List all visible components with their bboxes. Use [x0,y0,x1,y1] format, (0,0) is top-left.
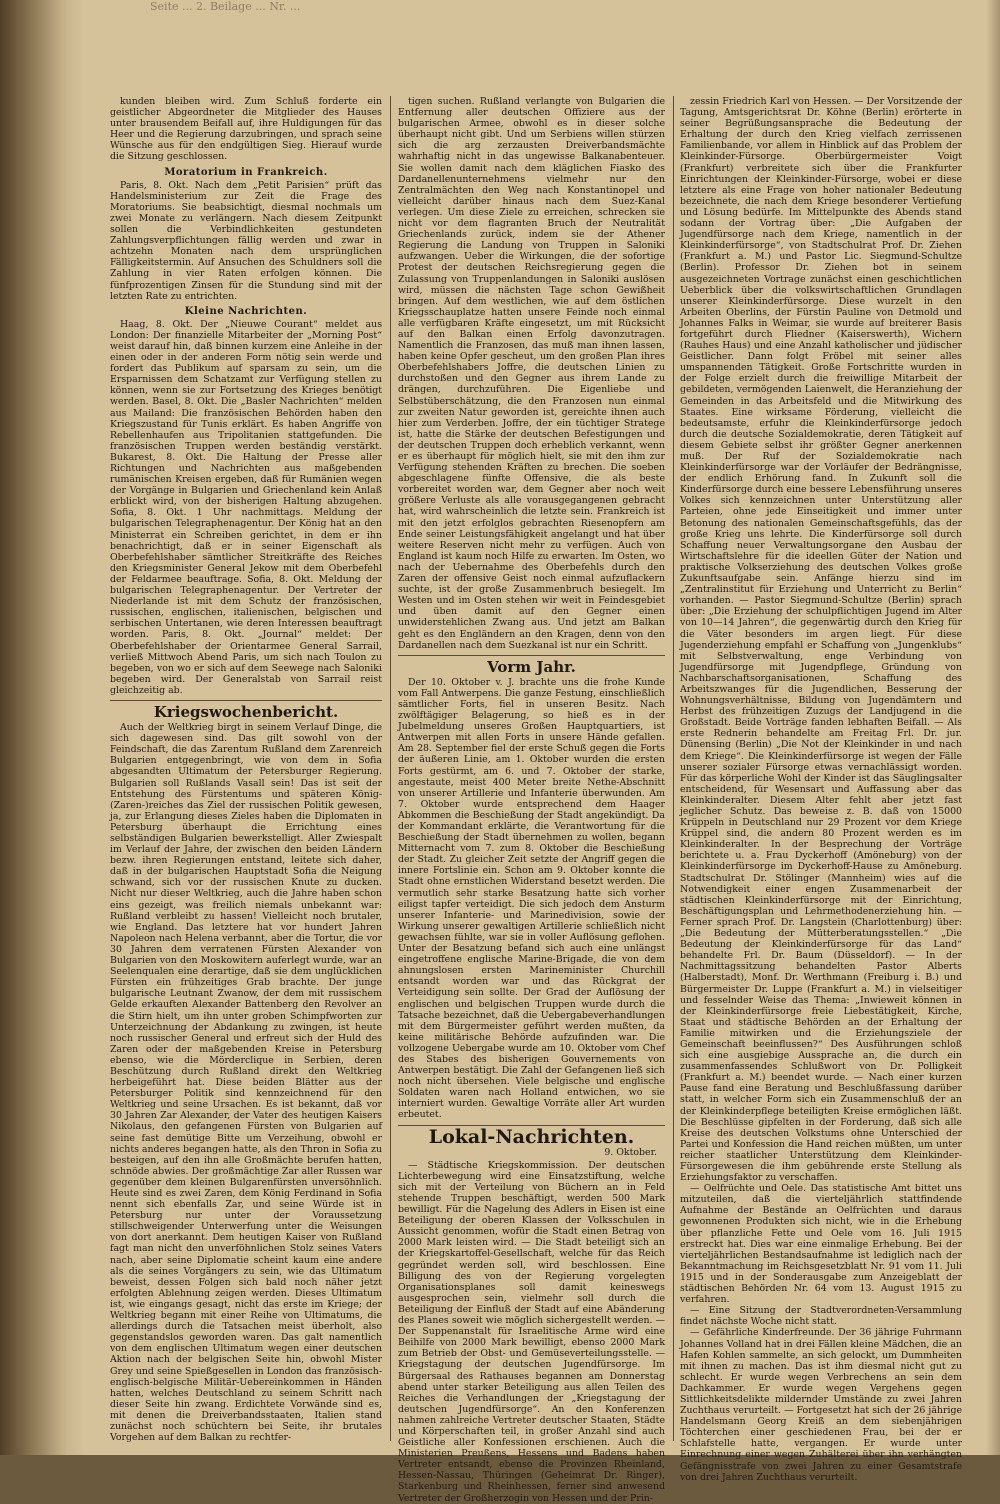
column-1 [110,96,382,1444]
heading-lokal-nachrichten: Lokal-Nachrichten. [428,1125,635,1148]
lokal-date: 9. Oktober. [604,1146,657,1158]
book-spine-shadow [0,0,88,1455]
article-jugendfuersorge-cont: zessin Friedrich Karl von Hessen. — Der Vorsitzende der Tagung, Amtsgerichtsrat Dr. Köhne (Berlin) erörterte in seiner Begrüßungsansprache die Bedeutung der Erhaltung der durch den Krieg vielfach zerrissenen Familienbande, vor allem in Hinblick auf das Problem der Kleinkinder-Fürsorge. Oberbürgermeister Voigt (Frankfurt) verbreitete sich über die Frankfurter Einrichtungen der Kleinkinder-Fürsorge, wobei er diese letztere als eine Frage von hoher nationaler Bedeutung bezeichnete, die nach dem Kriege besonderer Vertiefung und Lösung bedürfe. Im Mittelpunkte des Abends stand sodann der Vortrag über: „Die Aufgaben der Jugendfürsorge nach dem Kriege, namentlich in der Kleinkinderfürsorge“, von Stadtschulrat Prof. Dr. Ziehen (Frankfurt a. M.) und Pastor Lic. Siegmund-Schultze (Berlin). Professor Dr. Ziehen bot in seinem ausgezeichneten Vortrage zunächst einen geschichtlichen Ueberblick über die volkswirtschaftlichen Grundlagen unserer Kleinkinderfürsorge. Diese wurzelt in den Arbeiten Oberlins, der Fürstin Pauline von Detmold und Johannes Falks in Weimar, sie wurde auf breiterer Basis fortgeführt durch Fliedner (Kaiserswerth), Wichern (Rauhes Haus) und eine Anzahl katholischer und jüdischer Geistlicher. Dann folgt Fröbel mit seiner alles umspannenden Tätigkeit. Große Fortschritte wurden in der Folge erzielt durch die freiwillige Mitarbeit der gebildeten, vermögenden Laienwelt, die Heranziehung der Gemeinden in das Arbeitsfeld und die Mitwirkung des Staates. Eine wirksame Förderung, vielleicht die bedeutsamste, erfuhr die Kleinkinderfürsorge jedoch durch die deutsche Sozialdemokratie, deren Tätigkeit auf diesem Gebiete selbst ihr größter Gegner anerkennen muß. Der Ruf der Sozialdemokratie nach Kleinkinderfürsorge war der Vorläufer der Bedrängnisse, der endlich Erhörung fand. In Zukunft soll die Kinderfürsorge durch eine bessere Lebensführung unseres Volkes sich kennzeichnen unter Unterstützung aller Parteien, ohne jede Einseitigkeit und immer unter Betonung des nationalen Gemeinschaftsgefühls, das der große Krieg uns lehrte. Die Kinderfürsorge soll durch Schaffung neuer Verwaltungsorgane den Ausbau der Wirtschaftslehre für die ideellen Güter der Nation und praktische Volkserziehung des deutschen Volkes große Zukunftsaufgabe sein. Anfänge hierzu sind im „Zentralinstitut für Erziehung und Unterricht zu Berlin“ vorhanden. — Pastor Siegmund-Schultze (Berlin) sprach über: „Die Erziehung der schulpflichtigen Jugend im Alter von 10—14 Jahren“, die gegenwärtig durch den Krieg für die Väter besonders im argen liegt. Für diese Jugenderziehung empfahl er Schaffung von „Jungenklubs“ mit Selbstverwaltung, enge Verbindung von Jugendfürsorge mit Jugendpflege, Gründung von Nachbarschaftsorganisationen, Schaffung des Arbeitszwanges für die Jugendlichen, Besserung der Wohnungsverhältnisse, Bildung von Jugendämtern und Herbst des frühzeitigen Zuzugs der Landjugend in die Großstadt. Beide Vorträge fanden lebhaften Beifall. — Als erste Rednerin behandelte am Freitag Frl. Dr. jur. Dünensing (Berlin) „Die Not der Kleinkinder in und nach dem Kriege“. Die Kleinkinderfürsorge ist wegen der Fälle unserer sozialer Fürsorge etwas vernachlässigt worden. Für das körperliche Wohl der Kinder ist das Säuglingsalter entscheidend, für Wesensart und Auffassung aber das Kleinkinderalter. Diesem Alter fehlt aber jetzt fast jeglicher Schutz. Das beweise z. B. daß von 15000 Krüppeln in Deutschland nur 29 Prozent vor dem Kriege Krüppel sind, die andern 80 Prozent werden es im Kleinkinderalter. In der Besprechung der Vorträge berichtete u. a. Frau Dyckerhoff (Amöneburg) von der Kleinkinderfürsorge im Dyckerhoff-Hause zu Amöneburg. Stadtschulrat Dr. Stölinger (Mannheim) wies auf die Notwendigkeit einer engen Zusammenarbeit der städtischen Kleinkinderfürsorge mit der Einrichtung, Beschäftigungsplan und Lehrmethodenerziehung hin. — Ferner sprach Prof. Dr. Langstein (Charlottenburg) über: „Die Bedeutung der Mütterberatungsstellen.“ „Die Bedeutung der Kleinkinderfürsorge für das Land“ behandelte Frl. Dr. Baum (Düsseldorf). — In der Nachmittagssitzung behandelten Pastor Alberts (Halberstadt), Monf. Dr. Werthmann (Freiburg i. B.) und Bürgermeister Dr. Luppe (Frankfurt a. M.) in vielseitiger und fesselnder Weise das Thema: „Inwieweit können in der Kleinkinderfürsorge freie Liebestätigkeit, Kirche, Staat und städtische Behörden an der Erhaltung der Familie mitwirken und die Erziehungsziele der Gemeinschaft beeinflussen?“ Des Ausführungen schloß sich eine ausgiebige Aussprache an, die durch ein zusammenfassendes Schlußwort von Dr. Polligkeit (Frankfurt a. M.) beendet wurde. — Nach einer kurzen Pause fand eine Beratung und Beschlußfassung darüber statt, in welcher Form sich ein Zusammenschluß der an der Kleinkinderpflege beteiligten Kreise ermöglichen läßt. Die Beschlüsse gipfelten in der Forderung, daß sich alle Kreise des deutschen Volkstums ohne Unterschied der Partei und Konfession die Hand reichen müßten, um unter reicher staatlicher Unterstützung dem Kleinkinder-Fürsorgewesen die ihm gebührende erste Stellung als Erziehungsfaktor zu verschaffen. [680,96,962,1184]
page-edge-shadow [986,0,1000,1455]
article-moratorium: Paris, 8. Okt. Nach dem „Petit Parisien“ prüft das Handelsministerium zur Zeit die Frage des Moratoriums. Sie beabsichtigt, diesmal nochmals um zwei Monate zu verlängern. Nach diesem Zeitpunkt sollen die Verbindlichkeiten gestundeten Zahlungsverpflichtungen fällig werden und zwar in achtzehn Monaten nach dem ursprünglichen Fälligkeitstermin. Auf Ansuchen des Schuldners soll die Zahlung in vier Raten erfolgen können. Die fünfprozentigen Zinsen für die Stundung sind mit der letzten Rate zu entrichten. [110,179,382,302]
column-2 [398,96,665,1504]
heading-moratorium: Moratorium in Frankreich. [164,166,328,178]
article-vorm-jahr: Der 10. Oktober v. J. brachte uns die frohe Kunde vom Fall Antwerpens. Die ganze Festung, einschließlich sämtlicher Forts, fiel in unseren Besitz. Nach zwölftägiger Belagerung, so hieß es in der Jubelmeldung unseres Großen Hauptquartiers, ist Antwerpen mit allen Forts in unsere Hände gefallen. Am 28. September fiel der erste Schuß gegen die Forts der äußeren Linie, am 1. Oktober wurden die ersten Forts gestürmt, am 6. und 7. Oktober der starke, angestaute, meist 400 Meter breite Nethe-Abschnitt von unserer Artillerie und Infanterie überwunden. Am 7. Oktober wurde entsprechend dem Haager Abkommen die Beschießung der Stadt angekündigt. Da der Kommandant erklärte, die Verantwortung für die Beschießung der Stadt übernehmen zu wollen, begann Mitternacht vom 7. zum 8. Oktober die Beschießung der Stadt. Zu gleicher Zeit setzte der Angriff gegen die innere Fortslinie ein. Schon am 9. Oktober konnte die Stadt ohne ernstlichen Widerstand besetzt werden. Die vermutlich sehr starke Besatzung hatte sich vorher eiligst tapfer verteidigt. Die sich jedoch dem Ansturm unserer Infanterie- und Marinedivision, sowie der Wirkung unserer gewaltigen Artillerie schließlich nicht gewachsen fühlte, war sie in voller Auflösung geflohen. Unter der Besatzung befand sich auch eine unlängst eingetroffene englische Marine-Brigade, die von dem ahnungslosen ersten Marineminister Churchill entsandt worden war und das Rückgrat der Verteidigung sein sollte. Der Grad der Auflösung der englischen und belgischen Truppen wurde durch die Tatsache bezeichnet, daß die Uebergabeverhandlungen mit dem Bürgermeister geführt werden mußten, da keine militärische Behörde aufzufinden war. Die vollzogene Uebergabe wurde am 10. Oktober vom Chef des Stabes des bisherigen Gouvernements von Antwerpen bestätigt. Die Zahl der Gefangenen ließ sich noch nicht übersehen. Viele belgische und englische Soldaten waren nach Holland entwichen, wo sie interniert wurden. Gewaltige Vorräte aller Art wurden erbeutet. [398,676,665,1121]
heading-kriegswochenbericht: Kriegswochenbericht. [153,702,339,721]
article-kleine-nachrichten: Haag, 8. Okt. Der „Nieuwe Courant“ meldet aus London: Der finanzielle Mitarbeiter der „Morning Post“ weist darauf hin, daß binnen kurzem eine Anleihe in der einen oder in der anderen Form nötig sein werde und fordert das Publikum auf sparsam zu sein, um die Ersparnissen dem Schatzamt zur Verfügung stellen zu können, wenn sie zur Fortsetzung des Krieges benötigt werden. Basel, 8. Okt. Die „Basler Nachrichten“ melden aus Mailand: Die französischen Behörden haben den Kriegszustand für Tunis erklärt. Es haben Angriffe von Rebellenhaufen aus Tripolitanien stattgefunden. Die französischen Truppen werden beständig verstärkt. Bukarest, 8. Okt. Die Haltung der Presse aller Richtungen und Nachrichten aus maßgebenden rumänischen Kreisen ergeben, daß für Rumänien wegen der Vorgänge in Bulgarien und Griechenland kein Anlaß erblickt wird, von der bisherigen Haltung abzugehen. Sofia, 8. Okt. 1 Uhr nachmittags. Meldung der bulgarischen Telegraphenagentur. Der König hat an den Ministerrat ein Schreiben gerichtet, in dem er ihn benachrichtigt, daß er in seiner Eigenschaft als Oberbefehlshaber sämtlicher Streitkräfte des Reiches den Kriegsminister General Jekow mit dem Oberbefehl der Feldarmee beauftrage. Sofia, 8. Okt. Meldung der bulgarischen Telegraphenagentur. Der Vertreter der Niederlande ist mit dem Schutz der französischen, russischen, englischen, italienischen, belgischen und serbischen Untertanen, wie deren Interessen beauftragt worden. Paris, 8. Okt. „Journal“ meldet: Der Oberbefehlshaber der Orientarmee General Sarrail, verließ Mittwoch Abend Paris, um sich nach Toulon zu begeben, von wo er sich auf dem Seewege nach Saloniki begeben wird. Der Generalstab von Sarrail reist gleichzeitig ab. [110,318,382,696]
article-oelfruechte: — Oelfrüchte und Oele. Das statistische Amt bittet uns mitzuteilen, daß die vierteljährlich stattfindende Aufnahme der Bestände an Oelfrüchten und daraus gewonnenen Produkten sich nicht, wie in die Erhebung über pflanzliche Fette und Oele vom 16. Juli 1915 erstreckt hat. Dies war eine einmalige Erhebung. Bei der vierteljährlichen Bestandsaufnahme ist lediglich nach der Bekanntmachung im Reichsgesetzblatt Nr. 91 vom 11. Juli 1915 und in der Sonderausgabe zum Anzeigeblatt der städtischen Behörden Nr. 64 vom 13. August 1915 zu verfahren. [680,1183,962,1306]
article-kinderfreunde: — Gefährliche Kinderfreunde. Der 36 jährige Fuhrmann Johannes Volland hat in drei Fällen kleine Mädchen, die an Hafen Kohlen sammelte, an sich gelockt, um Dummheiten mit ihnen zu machen. Das ist ihm diesmal nicht gut zu schlecht. Er wurde wegen Verbrechens an sein dem Dachkammer. Er wurde wegen Vergehens gegen Sittlichkeitsdelikte mildernder Umstände zu zwei Jahren Zuchthaus verurteilt. — Fortgesetzt hat sich der 26 jährige Handelsmann Georg Kreiß an dem siebenjährigen Töchterchen einer geschiedenen Frau, bei der er Schlafstelle hatte, vergangen. Er wurde unter Einrechnung einer wegen Zuhälterei über ihn verhängten Gefängnisstrafe von zwei Jahren zu einer Gesamtstrafe von drei Jahren Zuchthaus verurteilt. [680,1327,962,1483]
column-divider [390,96,391,1441]
article-lokal-nachrichten: — Städtische Kriegskommission. Der deutschen Lichterbewegung wird eine Einsatzstiftung, welche sich mit der Verteilung von Büchern an in Feld stehende Truppen beschäftigt, werden 500 Mark bewilligt. Für die Nagelung des Adlers in Eisen ist eine Beteiligung der oberen Klassen der Volksschulen in Aussicht genommen, wofür die Stadt einen Betrag von 2000 Mark leisten wird. — Die Stadt beteiligt sich an der Kriegskartoffel-Gesellschaft, welche für das Reich gegründet werden soll, wird beschlossen. Eine Billigung des von der Regierung vorgelegten Organisationsplanes soll damit keineswegs ausgesprochen sein, vielmehr soll durch die Beteiligung der Einfluß der Stadt auf eine Abänderung des Planes soweit wie möglich sichergestellt werden. — Der Suppenanstalt für Israelitische Arme wird eine Beihilfe von 2000 Mark bewilligt, ebenso 2000 Mark zum Betrieb der Obst- und Gemüseverteilungsstelle. — Kriegstagung der deutschen Jugendfürsorge. Im Bürgersaal des Rathauses begannen am Donnerstag abend unter starker Beteiligung aus allen Teilen des Reiches die Verhandlungen der „Kriegstagung der deutschen Jugendfürsorge“. An den Konferenzen nahmen zahlreiche Vertreter deutscher Staaten, Städte und Körperschaften teil, in großer Anzahl sind auch Geistliche aller Konfessionen erschienen. Auch die Ministerien Preußens, Hessens und Badens haben Vertreter entsandt, ebenso die Provinzen Rheinland, Hessen-Nassau, Thüringen (Geheimrat Dr. Ringer), Starkenburg und Rheinhessen, ferner sind anwesend Vertreter der Großherzogin von Hessen und der Prin- [398,1159,665,1504]
section-rule [110,700,382,701]
article-continuation: kunden bleiben wird. Zum Schluß forderte ein geistlicher Abgeordneter die Mitglieder des Hauses unter brausendem Beifall auf, ihre Huldigungen für das Heer und die Regierung darzubringen, und sprach seine Wünsche aus für den endgültigen Sieg. Hierauf wurde die Sitzung geschlossen. [110,96,382,163]
heading-kleine-nachrichten: Kleine Nachrichten. [184,305,308,317]
bleed-through-header: Seite ... 2. Beilage ... Nr. ... [150,0,301,13]
column-divider [673,96,674,1441]
heading-vorm-jahr: Vorm Jahr. [487,657,576,676]
column-3 [680,96,962,1483]
article-kriegswochenbericht-cont: tigen suchen. Rußland verlangte von Bulgarien die Entfernung aller deutschen Offiziere aus der bulgarischen Armee, obwohl es in dieser solche überhaupt nicht gibt. Und um Serbiens willen stürzen sich die arg zerzausten Dreiverbandsmächte wahrhaftig nicht in das ungewisse Balkanabenteuer. Sie wollen damit nach dem kläglichen Fiasko des Dardanellenunternehmens vielmehr nur den Zentralmächten den Weg nach Konstantinopel und vielleicht darüber hinaus nach dem Suez-Kanal verlegen. Um diese Ziele zu erreichen, schrecken sie nicht vor dem flagranten Bruch der Neutralität Griechenlands zurück, indem sie der Athener Regierung die Landung von Truppen in Saloniki aufzwangen. Ueber die Wirkungen, die der sofortige Protest der deutschen Reichsregierung gegen die Zulassung von Truppenlandungen in Saloniki auslösen wird, müssen die nächsten Tage schon Gewißheit bringen. Auf dem westlichen, wie auf dem östlichen Kriegsschauplatze hatten unsere Feinde noch einmal alle verfügbaren Kräfte eingesetzt, um mit Rücksicht auf den Balkan einen Erfolg davonzutragen. Namentlich die Franzosen, das muß man ihnen lassen, haben keine Opfer gescheut, um den großen Plan ihres Oberbefehlshabers Joffre, die deutschen Linien zu durchstoßen und den Gegner aus ihrem Lande zu drängen, durchzuführen. Die Eigenliebe und Selbstüberschätzung, die den Franzosen nun einmal zur zweiten Natur geworden ist, gereichte ihnen auch hier zum Verderben. Joffre, der ein tüchtiger Stratege ist, hatte die Stärke der deutschen Befestigungen und der deutschen Truppen doch erheblich verkannt, wenn er es überhaupt für möglich hielt, sie mit den ihm zur Verfügung stehenden Kräften zu brechen. Die soeben abgeschlagene fünfte Offensive, die als beste vorbereitet worden war, dem Gegner aber noch weit größere Verluste als alle vorausgegangenen gebracht hat, wird wahrscheinlich die letzte sein. Frankreich ist mit den jetzt erfolglos gebrachten Riesenopfern am Ende seiner Leistungsfähigkeit angelangt und hat über weitere Reserven nicht mehr zu verfügen. Auch von England ist kaum noch Hilfe zu erwarten. Im Osten, wo nach der Uebernahme des Oberbefehls durch den Zaren der offensive Geist noch einmal aufzuflackern suchte, ist der große Zusammenbruch besiegelt. Im Westen und im Osten stehen wir weit in Feindesgebiet und üben damit auf den Gegner einen unwiderstehlichen Zwang aus. Und jetzt am Balkan geht es den Engländern an den Kragen, denn von den Dardanellen nach dem Suezkanal ist nur ein Schritt. [398,96,665,651]
article-kriegswochenbericht: Auch der Weltkrieg birgt in seinem Verlauf Dinge, die sich dagewesen sind. Das gilt sowohl von der Feindschaft, die das Zarentum Rußland dem Zarenreich Bulgarien entgegenbringt, wie von dem in Sofia abgesandten Ultimatum der Petersburger Regierung. Bulgarien soll Rußlands Vasall sein! Das ist seit der Entstehung des Fürstentums und späteren König-(Zaren-)reiches das Ziel der russischen Politik gewesen, ja, zur Erlangung dieses Zieles haben die Diplomaten in Petersburg überhaupt die Errichtung eines selbständigen Bulgarien bewerkstelligt. Aller Zwiespalt im Verlauf der Jahre, der zwischen den beiden Ländern bezw. ihren Regierungen entstand, leitete sich daher, daß in der bulgarischen Hauptstadt Sofia die Neigung schwand, sich vor der russischen Knute zu ducken. Nicht nur dieser Weltkrieg, auch die Jahre haben schon eins gezeigt, was freilich niemals unbekannt war: Rußland verbleibt zu hassen! Vielleicht noch brutaler, wie England. Das letztere hat vor hundert Jahren Napoleon nach Helena verbannt, aber die Tortur, die vor 30 Jahren dem verratenen Fürsten Alexander von Bulgarien von den Moskowitern auferlegt wurde, war an Seelenqualen eine derartige, daß sie dem unglücklichen Fürsten ein frühzeitiges Grab brachte. Der junge bulgarische Leutnant Zwanow, der dem mit russischem Gelde erkauften Alexander Battenberg den Revolver an die Stirn hielt, um ihn unter groben Schimpfworten zur Unterzeichnung der Abdankung zu zwingen, ist heute noch russischer General und erfreut sich der Huld des Zaren oder der maßgebenden Kreise in Petersburg ebenso, wie die Mörderclique in Serbien, deren Beschützung durch Rußland direkt den Weltkrieg herbeigeführt hat. Diese beiden Blätter aus der Petersburger Politik sind kennzeichnend für den Weltkrieg und seine Ursachen. Es ist bekannt, daß vor 30 Jahren Zar Alexander, der Vater des heutigen Kaisers Nikolaus, den gefangenen Fürsten von Bulgarien auf seine fast demütige Bitte um Verzeihung, obwohl er nichts anderes begangen hatte, als den Thron in Sofia zu besteigen, auf den ihn alle Großmächte berufen hatten, schnöde abwies. Der großmächtige Zar aller Russen war gegenüber dem kleinen Bulgarenfürsten unversöhnlich. Heute sind es zwei Zaren, dem König Ferdinand in Sofia nennt sich ebenfalls Zar, und seine Würde ist in Petersburg nur unter der Voraussetzung stillschweigender Unterwerfung unter die Weisungen von dort anerkannt. Dem heutigen Kaiser von Rußland fagt man nicht den unverföhnlichen Stolz seines Vaters nach, aber seine Diplomatie scheint kaum eine andere als die seines Vorgängers zu sein, wie das Ultimatum beweist, dessen Folgen sich bald noch näher jetzt erfolgten Ablehnung zeigen werden. Dieses Ultimatum ist, wie eingangs gesagt, nicht das erste im Kriege; der Weltkrieg begann mit einer Reihe von Ultimatums, die allerdings durch die Tatsachen meist überholt, also gegenstandslos geworden waren. Das galt namentlich von dem englischen Ultimatum wegen einer deutschen Aktion nach der belgischen Seite hin, obwohl Mister Grey und seine Spießgesellen in London das französisch-englisch-belgische Militär-Uebereinkommen in Händen hatten, welches Deutschland zu seinem Schritt nach dieser Seite hin zwang. Erdichtete Vorwände sind es, mit denen die Dreiverbandsstaaten, Italien stand zunächst noch schüchtern bei Seite, ihr brutales Vorgehen auf dem Balkan zu rechtfer- [110,722,382,1444]
article-sitzung: — Eine Sitzung der Stadtverordneten-Versammlung findet nächste Woche nicht statt. [680,1305,962,1328]
section-rule [398,655,665,656]
